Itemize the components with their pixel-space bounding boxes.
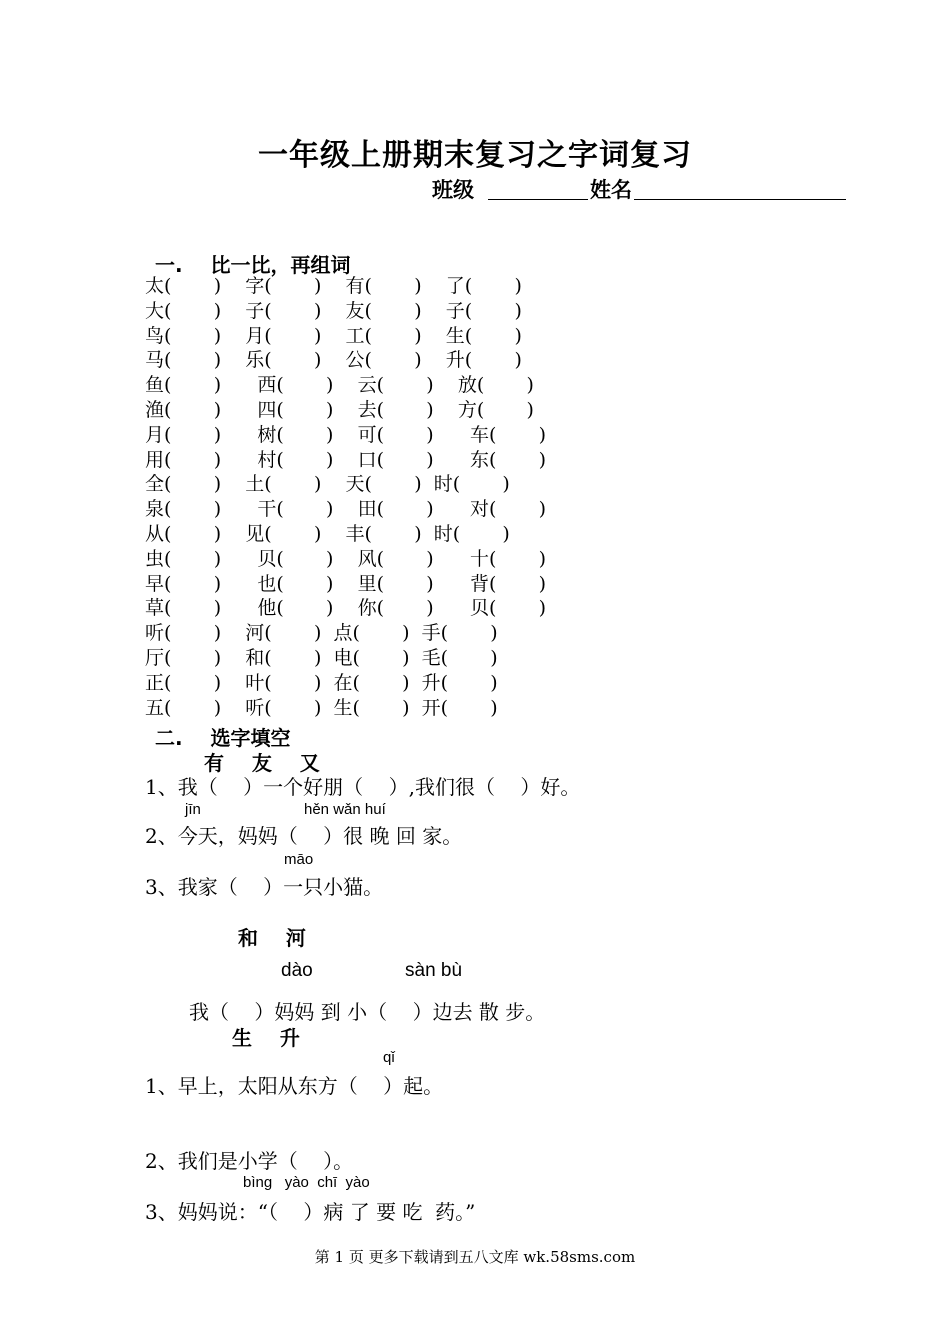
question-text: 2、我们是小学（ ）。	[145, 1149, 354, 1173]
grid-row: 泉( ) 干( ) 田( ) 对( )	[145, 498, 547, 521]
question-text: 3、我家（ ）一只小猫。	[145, 875, 384, 899]
grid-row: 用( ) 村( ) 口( ) 东( )	[145, 448, 547, 471]
grid-row: 早( ) 也( ) 里( ) 背( )	[145, 572, 547, 595]
grid-row: 五( ) 听( ) 生( ) 开( )	[145, 696, 498, 719]
choice-words: 生 升	[232, 1026, 300, 1050]
name-label: 姓名	[590, 178, 632, 202]
class-blank	[488, 199, 588, 200]
name-blank	[634, 199, 846, 200]
grid-row: 听( ) 河( ) 点( ) 手( )	[145, 622, 498, 645]
page-footer: 第 1 页 更多下载请到五八文库 wk.58sms.com	[314, 1248, 636, 1266]
question-text: 2、今天，妈妈（ ）很 晚 回 家。	[145, 824, 463, 848]
grid-row: 渔( ) 四( ) 去( ) 方( )	[145, 398, 534, 421]
grid-row: 大( ) 子( ) 友( ) 子( )	[145, 299, 522, 322]
question-text: 我（ ）妈妈 到 小（ ）边去 散 步。	[189, 1000, 546, 1024]
grid-row: 马( ) 乐( ) 公( ) 升( )	[145, 349, 522, 372]
grid-row: 太( ) 字( ) 有( ) 了( )	[145, 275, 522, 297]
grid-row: 草( ) 他( ) 你( ) 贝( )	[145, 597, 547, 620]
grid-row: 鱼( ) 西( ) 云( ) 放( )	[145, 374, 534, 397]
word-compare-grid	[145, 274, 546, 720]
section1-heading: 一. 比一比，再组词	[155, 253, 351, 277]
choice-words: 和 河	[238, 926, 306, 950]
question-text: 3、妈妈说：“（ ）病 了 要 吃 药。”	[145, 1200, 476, 1224]
choice-words: 有 友 又	[204, 751, 320, 775]
pinyin: dào	[281, 960, 313, 981]
grid-row: 月( ) 树( ) 可( ) 车( )	[145, 423, 547, 446]
grid-row: 厅( ) 和( ) 电( ) 毛( )	[145, 646, 498, 669]
pinyin: jīn	[185, 801, 201, 818]
grid-row: 从( ) 见( ) 丰( ) 时( )	[145, 522, 510, 545]
grid-row: 正( ) 叶( ) 在( ) 升( )	[145, 671, 498, 694]
grid-row: 虫( ) 贝( ) 风( ) 十( )	[145, 547, 547, 570]
page-title: 一年级上册期末复习之字词复习	[258, 138, 692, 173]
question-text: 1、我（ ）一个好朋（ ）,我们很（ ）好。	[145, 775, 581, 799]
class-label: 班级	[432, 178, 474, 202]
question-text: 1、早上，太阳从东方（ ）起。	[145, 1074, 444, 1098]
pinyin: sàn bù	[405, 960, 463, 981]
pinyin: qǐ	[383, 1049, 395, 1066]
grid-row: 全( ) 土( ) 天( ) 时( )	[145, 473, 510, 496]
grid-row: 鸟( ) 月( ) 工( ) 生( )	[145, 324, 522, 347]
pinyin: bìng yào chī yào	[243, 1174, 370, 1191]
pinyin: māo	[284, 851, 314, 868]
pinyin: hěn wǎn huí	[304, 801, 386, 818]
section2-heading: 二. 选字填空	[155, 726, 291, 750]
